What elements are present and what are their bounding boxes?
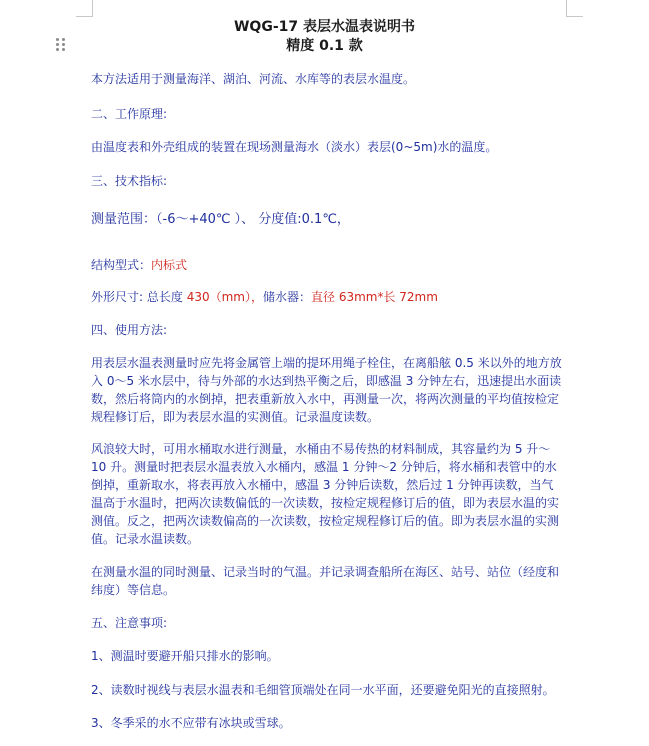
page-corner-mark (566, 0, 583, 17)
page-corner-mark (76, 0, 93, 17)
structure-type (91, 256, 565, 274)
method-paragraph: 风浪较大时，可用水桶取水进行测量，水桶由不易传热的材料制成，其容量约为 5 升～10 升。测量时把表层水温表放入水桶内，感温 1 分钟～2 分钟后，将水桶和表管中的水倒掉，重新取水，将表再放入水桶中，感温 3 分钟后读数，然后过 1 分钟再读数，当气温高于水温时，把两次读数偏低的一次读数，按检定规程修订后的值，即为表层水温的实测值。反之，把两次读数偏高的一次读数，按检定规程修订后的值。即为表层水温的实测值。记录水温读数。 (91, 442, 560, 546)
section-heading: 二、工作原理: (91, 107, 168, 121)
size-label: 外形尺寸: 总长度 (91, 290, 183, 304)
method-paragraph: 用表层水温表测量时应先将金属管上端的提环用绳子栓住，在离船舷 0.5 米以外的地方放入 0～5 米水层中，待与外部的水达到热平衡之后，即感温 3 分钟左右，迅速提出水面读数，然后将筒内的水倒掉，把表重新放入水中，再测量一次，将两次测量的平均值按检定规程修订后，即为表层水温的实测值。记录温度读数。 (91, 356, 562, 424)
section-heading: 四、使用方法: (91, 323, 168, 337)
section-heading: 五、注意事项: (91, 616, 168, 630)
measurement-range: 测量范围：（-6～+40℃ ）、 分度值:0.1℃， (91, 212, 350, 227)
reservoir-label: 储水器： (262, 290, 311, 304)
dimensions (91, 288, 565, 306)
intro-text: 本方法适用于测量海洋、湖泊、河流、水库等的表层水温度。 (91, 72, 416, 86)
note-item: 2、读数时视线与表层水温表和毛细管顶端处在同一水平面，还要避免阳光的直接照射。 (91, 683, 555, 697)
structure-label: 结构型式： (91, 258, 152, 272)
principle-text: 由温度表和外壳组成的装置在现场测量海水（淡水）表层(0~5m)水的温度。 (91, 140, 498, 154)
document-title: WQG-17 表层水温表说明书 (233, 19, 415, 35)
note-item: 1、测温时要避开船只排水的影响。 (91, 649, 279, 663)
note-item: 3、冬季采的水不应带有冰块或雪球。 (91, 716, 291, 730)
method-paragraph: 在测量水温的同时测量、记录当时的气温。并记录调查船所在海区、站号、站位（经度和纬度）等信息。 (91, 565, 560, 597)
structure-value: 内标式 (151, 258, 188, 272)
section-heading: 三、技术指标: (91, 174, 168, 188)
reservoir-value: 直径 63mm*长 72mm (311, 290, 438, 304)
size-value: 430（mm）， (186, 290, 263, 304)
document-subtitle: 精度 0.1 款 (286, 38, 363, 54)
